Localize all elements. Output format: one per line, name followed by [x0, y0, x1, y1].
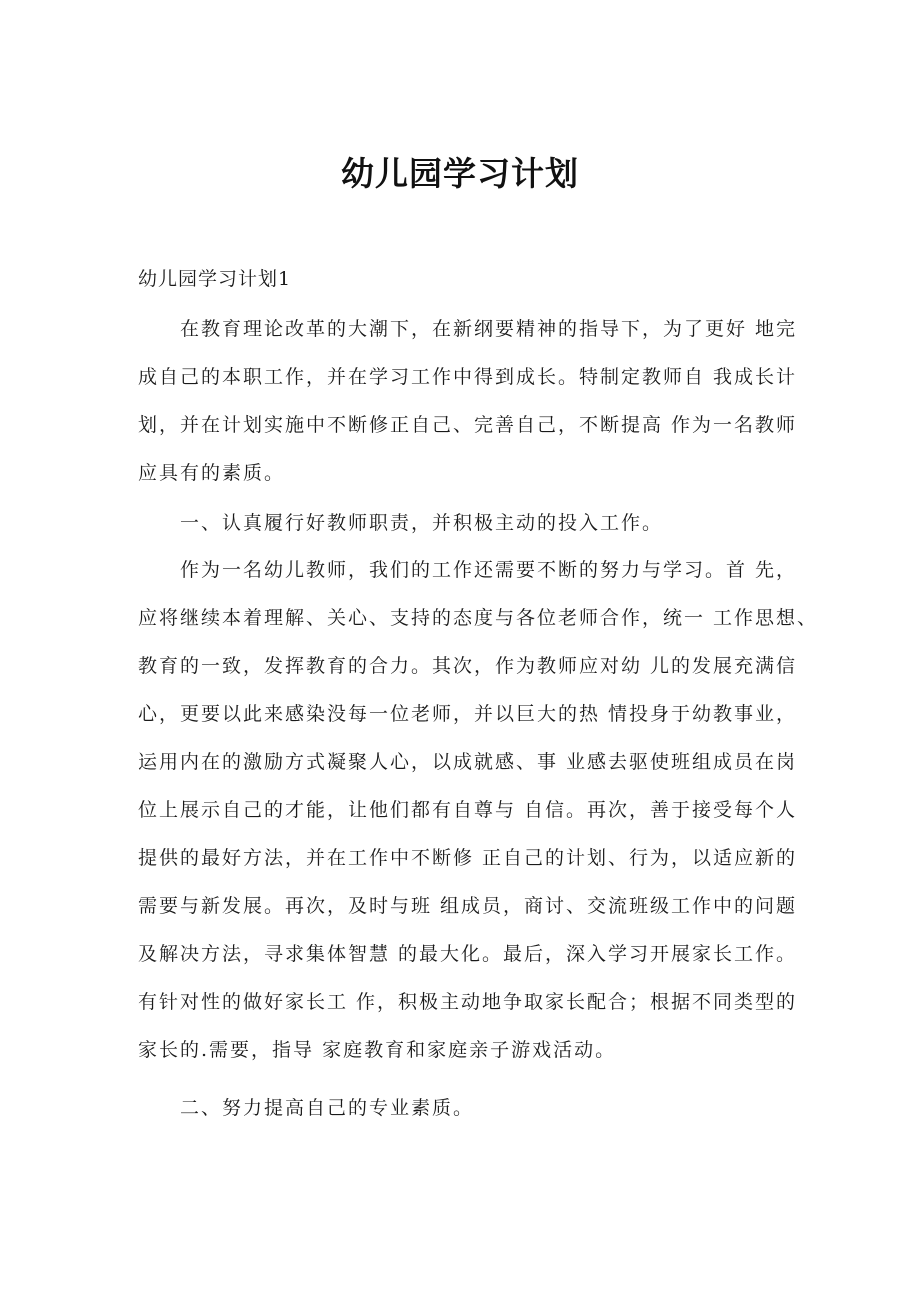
paragraph-line: 及解决方法，寻求集体智慧 的最大化。最后，深入学习开展家长工作。	[138, 943, 798, 965]
section-heading: 一、认真履行好教师职责，并积极主动的投入工作。	[180, 512, 664, 534]
paragraph-line: 作为一名幼儿教师，我们的工作还需要不断的努力与学习。首 先，	[180, 559, 798, 581]
document-title: 幼儿园学习计划	[341, 154, 579, 193]
paragraph-line: 需要与新发展。再次，及时与班 组成员，商讨、交流班级工作中的问题	[138, 895, 798, 917]
paragraph-line: 提供的最好方法，并在工作中不断修 正自己的计划、行为，以适应新的	[138, 847, 798, 869]
paragraph-line: 运用内在的激励方式凝聚人心，以成就感、事 业感去驱使班组成员在岗	[138, 751, 798, 773]
section-heading: 二、努力提高自己的专业素质。	[180, 1097, 475, 1119]
paragraph-line: 应具有的素质。	[138, 462, 286, 484]
paragraph-line: 有针对性的做好家长工 作，积极主动地争取家长配合；根据不同类型的	[138, 991, 798, 1013]
paragraph-line: 划，并在计划实施中不断修正自己、完善自己，不断提高 作为一名教师	[138, 414, 798, 436]
paragraph-line: 在教育理论改革的大潮下，在新纲要精神的指导下，为了更好 地完	[180, 318, 798, 340]
paragraph-line: 成自己的本职工作，并在学习工作中得到成长。特制定教师自 我成长计	[138, 366, 798, 388]
document-subtitle: 幼儿园学习计划1	[138, 268, 292, 290]
paragraph-line: 心，更要以此来感染没每一位老师，并以巨大的热 情投身于幼教事业，	[138, 703, 798, 725]
paragraph-line: 家长的.需要，指导 家庭教育和家庭亲子游戏活动。	[138, 1039, 617, 1061]
paragraph-line: 应将继续本着理解、关心、支持的态度与各位老师合作，统一 工作思想、	[138, 607, 819, 629]
paragraph-line: 位上展示自己的才能，让他们都有自尊与 自信。再次，善于接受每个人	[138, 799, 798, 821]
paragraph-line: 教育的一致，发挥教育的合力。其次，作为教师应对幼 儿的发展充满信	[138, 655, 798, 677]
